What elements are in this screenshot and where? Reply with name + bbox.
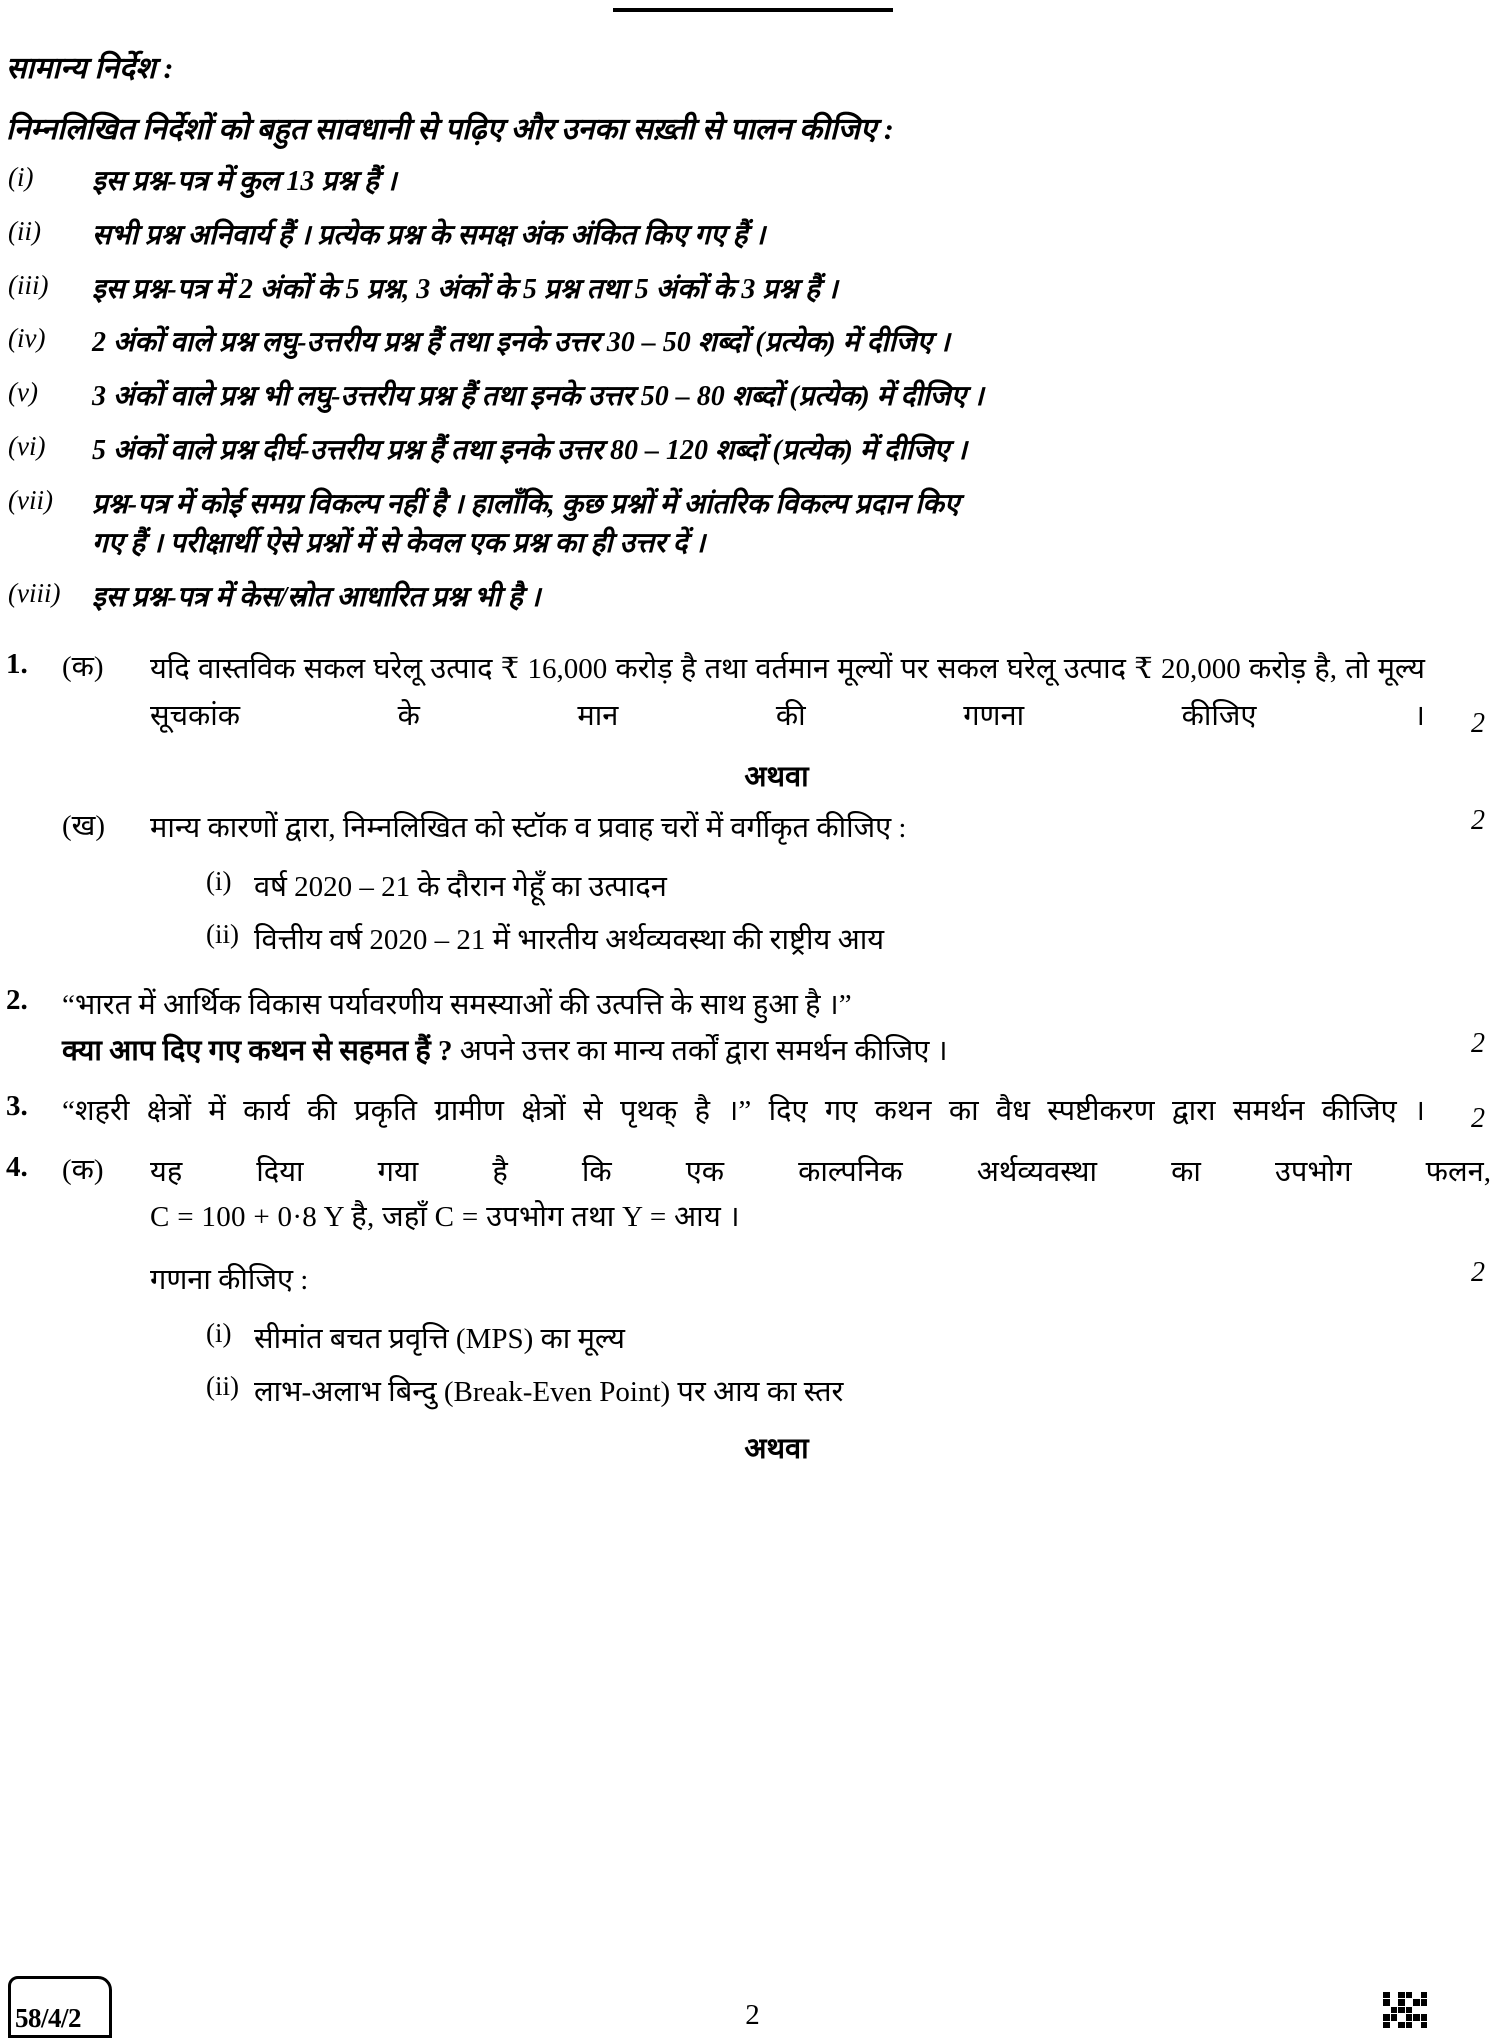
question-2-ask-row [62, 1028, 1491, 1074]
question-number: 3. [6, 1090, 28, 1123]
instruction-number: (i) [8, 162, 34, 192]
instruction-item [6, 377, 1491, 417]
instruction-item [6, 162, 1491, 202]
question-body [62, 646, 1491, 958]
instruction-line: गए हैं । परीक्षार्थी ऐसे प्रश्नों में से केवल एक प्रश्न का ही उत्तर दें । [92, 528, 706, 560]
subitem-text: लाभ-अलाभ बिन्दु (Break-Even Point) पर आय का स्तर [254, 1376, 844, 1409]
question-number: 2. [6, 983, 28, 1016]
question-body [62, 982, 1491, 1075]
question-1-part-a-text: यदि वास्तविक सकल घरेलू उत्पाद ₹ 16,000 करोड़ है तथा वर्तमान मूल्यों पर सकल घरेलू उत्पाद ₹ 20,000 करोड़ है, तो मूल्य सूचकांक के मान की गणना कीजिए । [150, 652, 1425, 732]
marks-2: 2 [1471, 1028, 1485, 1060]
instruction-line: प्रश्न-पत्र में कोई समग्र विकल्प नहीं है । हालाँकि, कुछ प्रश्नों में आंतरिक विकल्प प्रदान किए [92, 488, 960, 520]
instruction-number: (vii) [8, 484, 53, 515]
horizontal-rule [613, 8, 893, 12]
paper-code-badge: 58/4/2 [8, 1976, 112, 2038]
question-2-ask [62, 1028, 1425, 1074]
alternative-label-1: अथवा [744, 760, 809, 793]
qr-code-icon [1383, 1992, 1427, 2028]
instruction-line: 5 अंकों वाले प्रश्न दीर्घ-उत्तरीय प्रश्न हैं तथा इनके उत्तर 80 – 120 शब्दों (प्रत्येक) में दीजिए । [92, 434, 967, 466]
question-4-prompt-row [150, 1257, 1491, 1304]
instruction-item [6, 485, 1491, 565]
question-1-subitem [150, 919, 1491, 958]
question-body [62, 1149, 1491, 1477]
marks-3: 2 [1471, 1103, 1485, 1135]
top-rule-container [0, 0, 1505, 12]
instruction-item [6, 431, 1491, 471]
question-3 [6, 1088, 1491, 1135]
instruction-text [92, 162, 1491, 202]
subitem-text: वित्तीय वर्ष 2020 – 21 में भारतीय अर्थव्यवस्था की राष्ट्रीय आय [254, 923, 885, 956]
instruction-text [92, 485, 1491, 565]
instruction-line: 3 अंकों वाले प्रश्न भी लघु-उत्तरीय प्रश्न हैं तथा इनके उत्तर 50 – 80 शब्दों (प्रत्येक) में दीजिए । [92, 381, 984, 412]
question-4-part-a [62, 1149, 1491, 1410]
question-4-subitem [150, 1318, 1491, 1357]
question-3-row [62, 1088, 1491, 1135]
part-label: (ख) [62, 809, 106, 842]
question-4-prompt: गणना कीजिए : [150, 1264, 309, 1297]
question-4-part-a-text: यह दिया गया है कि एक काल्पनिक अर्थव्यवस्था का उपभोग फलन, [150, 1156, 1491, 1189]
page-footer [0, 1982, 1505, 2034]
instruction-line: 2 अंकों वाले प्रश्न लघु-उत्तरीय प्रश्न हैं तथा इनके उत्तर 30 – 50 शब्दों (प्रत्येक) में दीजिए । [92, 327, 950, 359]
subitem-number: (ii) [206, 1371, 239, 1402]
subitem-text: वर्ष 2020 – 21 के दौरान गेहूँ का उत्पादन [254, 870, 667, 903]
instruction-line: इस प्रश्न-पत्र में कुल 13 प्रश्न हैं । [92, 166, 397, 197]
subitem-number: (ii) [206, 918, 239, 949]
part-body [150, 646, 1491, 740]
part-label: (क) [62, 1154, 104, 1187]
instruction-number: (v) [8, 377, 38, 407]
subitem-number: (i) [206, 1318, 232, 1349]
question-1-subitem [150, 866, 1491, 905]
instruction-text [92, 323, 1491, 363]
question-number: 4. [6, 1151, 28, 1184]
question-1-part-a [62, 646, 1491, 740]
subitem-number: (i) [206, 865, 232, 896]
instruction-line: सभी प्रश्न अनिवार्य हैं । प्रत्येक प्रश्न के समक्ष अंक अंकित किए गए हैं । [92, 219, 766, 251]
instruction-line: इस प्रश्न-पत्र में 2 अंकों के 5 प्रश्न, 3 अंकों के 5 प्रश्न तथा 5 अंकों के 3 प्रश्न हैं । [92, 273, 838, 305]
alternative-label-4: अथवा [744, 1433, 809, 1466]
page-number: 2 [745, 1999, 760, 2031]
instruction-text [92, 377, 1491, 417]
part-row [150, 805, 1491, 852]
instruction-text [92, 270, 1491, 310]
page-content [0, 46, 1505, 1477]
subitem-text: सीमांत बचत प्रवृत्ति (MPS) का मूल्य [254, 1323, 625, 1356]
question-3-text: “शहरी क्षेत्रों में कार्य की प्रकृति ग्रामीण क्षेत्रों से पृथक् है ।” दिए गए कथन का वैध स्पष्टीकरण द्वारा समर्थन कीजिए । [62, 1095, 1425, 1128]
part-row [150, 646, 1491, 740]
question-2-ask-bold: क्या आप दिए गए कथन से सहमत हैं ? [62, 1035, 453, 1068]
question-body [62, 1088, 1491, 1135]
question-2 [6, 982, 1491, 1075]
question-1 [6, 646, 1491, 958]
question-4-formula: C = 100 + 0·8 Y है, जहाँ C = उपभोग तथा Y = आय । [150, 1201, 740, 1234]
instruction-item [6, 216, 1491, 256]
instruction-text [92, 578, 1491, 618]
question-2-quote: “भारत में आर्थिक विकास पर्यावरणीय समस्याओं की उत्पत्ति के साथ हुआ है ।” [62, 988, 852, 1021]
question-4-subitem [150, 1371, 1491, 1410]
instruction-text [92, 431, 1491, 471]
question-number: 1. [6, 647, 28, 680]
instruction-line: इस प्रश्न-पत्र में केस/स्रोत आधारित प्रश्न भी है । [92, 582, 541, 613]
instruction-number: (iii) [8, 269, 49, 300]
part-body [150, 805, 1491, 958]
instruction-item [6, 578, 1491, 618]
marks-1b: 2 [1471, 804, 1485, 836]
instruction-number: (vi) [8, 430, 46, 461]
part-body [150, 1149, 1491, 1410]
general-instructions-list [6, 162, 1491, 618]
instruction-number: (viii) [8, 578, 61, 608]
part-label: (क) [62, 650, 104, 683]
instruction-item [6, 270, 1491, 310]
general-instructions-heading: सामान्य निर्देश : [6, 52, 174, 85]
marks-1a: 2 [1471, 707, 1485, 739]
question-1-part-b [62, 805, 1491, 958]
instruction-number: (ii) [8, 215, 41, 246]
question-4 [6, 1149, 1491, 1477]
general-instructions-subheading: निम्नलिखित निर्देशों को बहुत सावधानी से पढ़िए और उनका सख़्ती से पालन कीजिए : [6, 113, 894, 146]
instruction-text [92, 216, 1491, 256]
instruction-number: (iv) [8, 323, 46, 354]
instruction-item [6, 323, 1491, 363]
marks-4a: 2 [1471, 1257, 1485, 1289]
question-2-ask-rest: अपने उत्तर का मान्य तर्कों द्वारा समर्थन कीजिए । [452, 1035, 948, 1068]
question-1-part-b-text: मान्य कारणों द्वारा, निम्नलिखित को स्टॉक व प्रवाह चरों में वर्गीकृत कीजिए : [150, 811, 907, 844]
